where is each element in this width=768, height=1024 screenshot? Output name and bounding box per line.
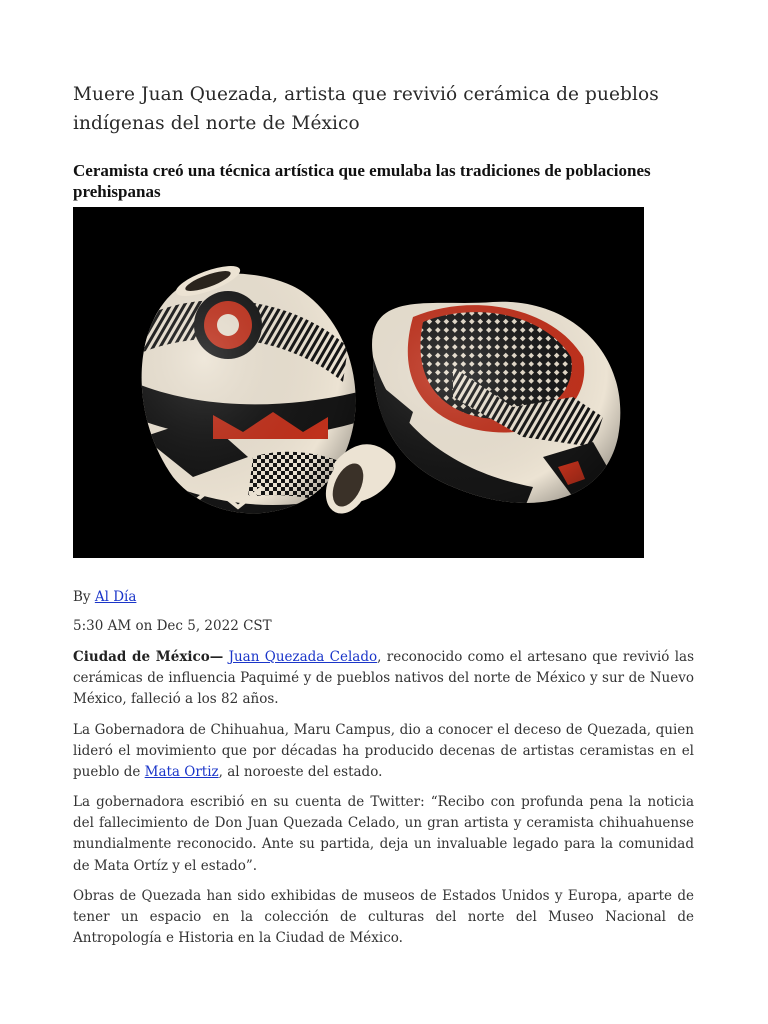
juan-quezada-link[interactable]: Juan Quezada Celado <box>228 649 378 665</box>
paragraph-3: La gobernadora escribió en su cuenta de Twitter: “Recibo con profunda pena la noticia del fallecimiento de Don Juan Quezada Celado, un gran artista y ceramista chihuahuense mundialmente reconocido. Ante su partida, deja un invaluable legado para la comunidad de Mata Ortíz y el estado”. <box>73 794 694 874</box>
paragraph-2 <box>73 720 694 784</box>
paragraph-1 <box>73 647 694 711</box>
paragraph-4: Obras de Quezada han sido exhibidas de museos de Estados Unidos y Europa, aparte de tener un espacio en la colección de culturas del norte del Museo Nacional de Antropología e Historia en la Ciudad de México. <box>73 888 694 947</box>
publish-date: 5:30 AM on Dec 5, 2022 CST <box>73 618 272 634</box>
author-link[interactable]: Al Día <box>94 589 137 605</box>
mata-ortiz-link[interactable]: Mata Ortiz <box>144 764 219 781</box>
article-subheadline: Ceramista creó una técnica artística que emulaba las tradiciones de poblaciones prehispanas <box>73 161 651 201</box>
dateline-location: Ciudad de México— <box>73 649 224 665</box>
paragraph-2-text: La Gobernadora de Chihuahua, Maru Campus, dio a conocer el deceso de Quezada, quien lideró el movimiento que por décadas ha producido decenas de artistas ceramistas en el pueblo de <box>73 722 694 781</box>
paragraph-2-rest: , al noroeste del estado. <box>218 764 383 781</box>
byline-prefix: By <box>73 589 95 605</box>
article-headline: Muere Juan Quezada, artista que revivió cerámica de pueblos indígenas del norte de México <box>73 84 659 134</box>
pottery-illustration <box>73 207 644 558</box>
hero-image-pottery <box>73 207 644 558</box>
byline <box>73 589 136 605</box>
right-pot <box>353 287 643 527</box>
paragraph-1-text: , reconocido como el artesano que revivió las cerámicas de influencia Paquimé y de pueblos nativos del norte de México y sur de Nuevo México, falleció a los 82 años. <box>73 649 694 708</box>
